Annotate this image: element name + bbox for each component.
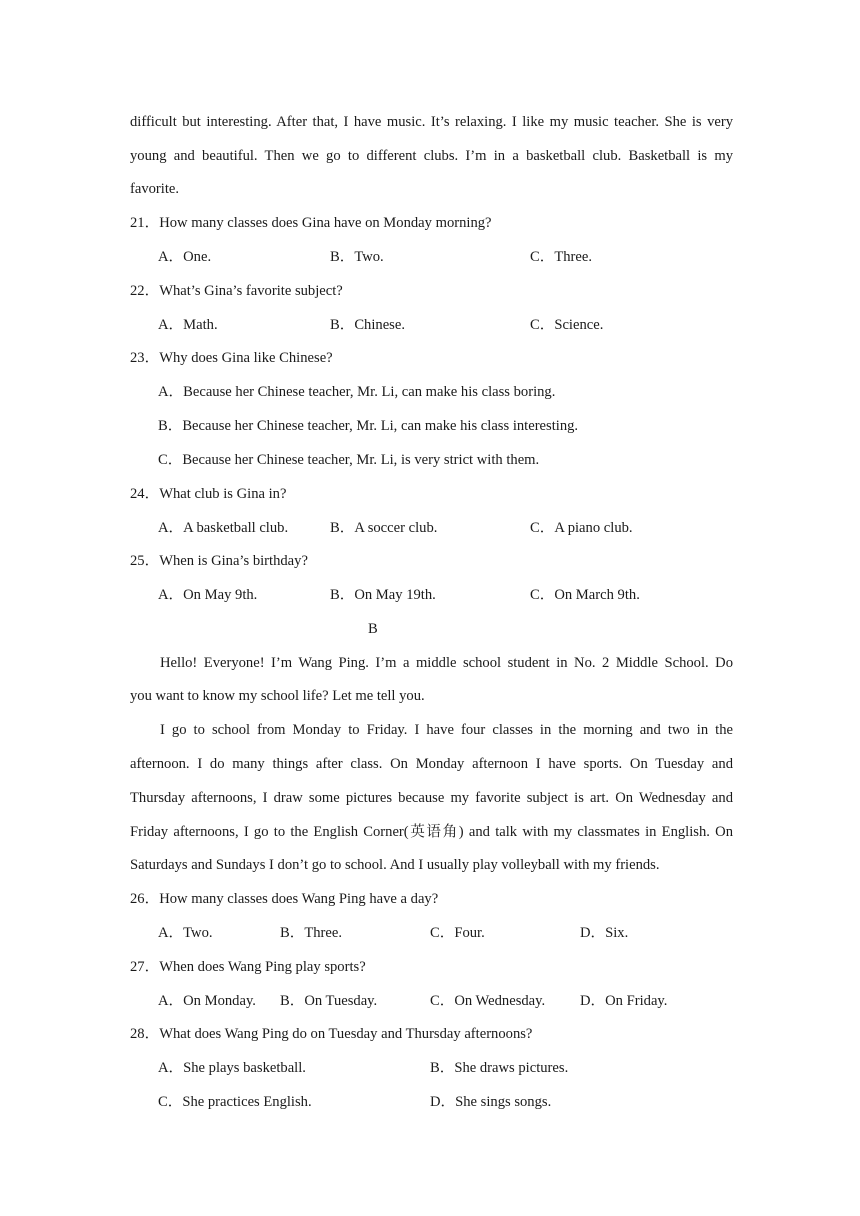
question-28-option-c[interactable]: C．She practices English. — [158, 1094, 312, 1110]
question-27-option-a[interactable]: A．On Monday. — [158, 993, 256, 1009]
question-22-stem: 22．What’s Gina’s favorite subject? — [130, 283, 343, 299]
question-24-option-c[interactable]: C．A piano club. — [530, 520, 633, 536]
question-22-option-c[interactable]: C．Science. — [530, 317, 604, 333]
question-27-option-c[interactable]: C．On Wednesday. — [430, 993, 546, 1009]
question-24-option-a[interactable]: A．A basketball club. — [158, 520, 289, 536]
question-21-option-a[interactable]: A．One. — [158, 249, 212, 265]
question-25-option-a[interactable]: A．On May 9th. — [158, 587, 258, 603]
question-21-option-b[interactable]: B．Two. — [330, 249, 384, 265]
question-27-option-d[interactable]: D．On Friday. — [580, 993, 668, 1009]
passage-a-line: young and beautiful. Then we go to different clubs. I’m in a basketball club. Basketball is my — [130, 148, 733, 164]
question-25-option-c[interactable]: C．On March 9th. — [530, 587, 640, 603]
question-26-option-c[interactable]: C．Four. — [430, 925, 485, 941]
question-26-option-a[interactable]: A．Two. — [158, 925, 213, 941]
passage-b-line: Thursday afternoons, I draw some pictures because my favorite subject is art. On Wednesday and — [130, 790, 733, 806]
passage-b-line: Friday afternoons, I go to the English Corner(英语角) and talk with my classmates in English. On — [130, 824, 733, 840]
passage-b-line: afternoon. I do many things after class. On Monday afternoon I have sports. On Tuesday and — [130, 756, 733, 772]
passage-a-line: favorite. — [130, 181, 180, 197]
question-22-option-a[interactable]: A．Math. — [158, 317, 218, 333]
question-26-stem: 26．How many classes does Wang Ping have a day? — [130, 891, 439, 907]
question-27-option-b[interactable]: B．On Tuesday. — [280, 993, 378, 1009]
question-23-option-b[interactable]: B．Because her Chinese teacher, Mr. Li, can make his class interesting. — [158, 418, 579, 434]
passage-b-line: Hello! Everyone! I’m Wang Ping. I’m a middle school student in No. 2 Middle School. Do — [160, 655, 733, 671]
section-b-heading: B — [368, 621, 378, 637]
question-28-stem: 28．What does Wang Ping do on Tuesday and Thursday afternoons? — [130, 1026, 533, 1042]
passage-b-line: Saturdays and Sundays I don’t go to school. And I usually play volleyball with my friends. — [130, 857, 660, 873]
question-23-option-c[interactable]: C．Because her Chinese teacher, Mr. Li, is very strict with them. — [158, 452, 540, 468]
question-26-option-d[interactable]: D．Six. — [580, 925, 629, 941]
passage-a-line: difficult but interesting. After that, I have music. It’s relaxing. I like my music teacher. She is very — [130, 114, 733, 130]
question-25-stem: 25．When is Gina’s birthday? — [130, 553, 308, 569]
question-25-option-b[interactable]: B．On May 19th. — [330, 587, 436, 603]
passage-b-line: you want to know my school life? Let me tell you. — [130, 688, 425, 704]
question-21-stem: 21．How many classes does Gina have on Monday morning? — [130, 215, 492, 231]
question-22-option-b[interactable]: B．Chinese. — [330, 317, 405, 333]
question-28-option-a[interactable]: A．She plays basketball. — [158, 1060, 306, 1076]
question-28-option-b[interactable]: B．She draws pictures. — [430, 1060, 569, 1076]
question-27-stem: 27．When does Wang Ping play sports? — [130, 959, 366, 975]
question-21-option-c[interactable]: C．Three. — [530, 249, 593, 265]
passage-b-line: I go to school from Monday to Friday. I have four classes in the morning and two in the — [160, 722, 733, 738]
question-23-option-a[interactable]: A．Because her Chinese teacher, Mr. Li, can make his class boring. — [158, 384, 556, 400]
question-23-stem: 23．Why does Gina like Chinese? — [130, 350, 333, 366]
question-26-option-b[interactable]: B．Three. — [280, 925, 343, 941]
question-24-stem: 24．What club is Gina in? — [130, 486, 287, 502]
question-28-option-d[interactable]: D．She sings songs. — [430, 1094, 552, 1110]
question-24-option-b[interactable]: B．A soccer club. — [330, 520, 438, 536]
